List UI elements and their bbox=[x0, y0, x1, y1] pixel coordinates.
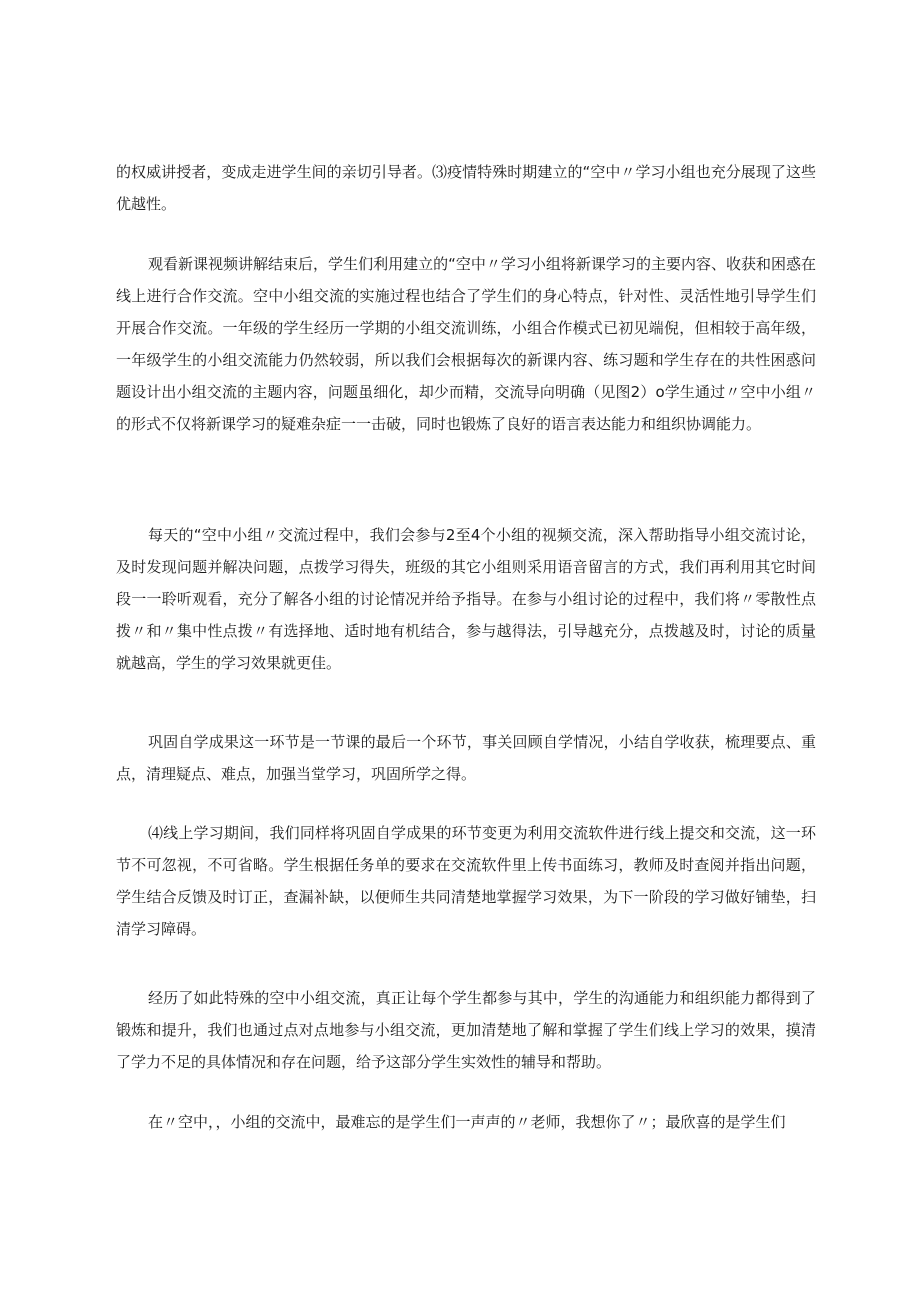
paragraph-4: 巩固自学成果这一环节是一节课的最后一个环节，事关回顾自学情况，小结自学收获，梳理要点、重点，清理疑点、难点，加强当堂学习，巩固所学之得。 bbox=[116, 733, 816, 783]
paragraph-5: ⑷线上学习期间，我们同样将巩固自学成果的环节变更为利用交流软件进行线上提交和交流，这一环节不可忽视，不可省略。学生根据任务单的要求在交流软件里上传书面练习，教师及时查阅并指出问题，学生结合反馈及时订正，查漏补缺，以便师生共同清楚地掌握学习效果，为下一阶段的学习做好铺垫，扫清学习障碍。 bbox=[116, 824, 816, 938]
paragraph-3: 每天的“空中小组〃交流过程中，我们会参与2至4个小组的视频交流，深入帮助指导小组交流讨论，及时发现问题并解决问题，点拨学习得失，班级的其它小组则采用语音留言的方式，我们再利用其它时间段一一聆听观看，充分了解各小组的讨论情况并给予指导。在参与小组讨论的过程中，我们将〃零散性点拨〃和〃集中性点拨〃有选择地、适时地有机结合，参与越得法，引导越充分，点拨越及时，讨论的质量就越高，学生的学习效果就更佳。 bbox=[116, 526, 816, 672]
paragraph-7: 在〃空中，，小组的交流中，最难忘的是学生们一声声的〃老师，我想你了〃；最欣喜的是学生们 bbox=[148, 1113, 786, 1131]
paragraph-1: 的权威讲授者，变成走进学生间的亲切引导者。⑶疫情特殊时期建立的“空中〃学习小组也充分展现了这些优越性。 bbox=[116, 163, 816, 213]
paragraph-6: 经历了如此特殊的空中小组交流，真正让每个学生都参与其中，学生的沟通能力和组织能力都得到了锻炼和提升，我们也通过点对点地参与小组交流，更加清楚地了解和掌握了学生们线上学习的效果，摸清了学力不足的具体情况和存在问题，给予这部分学生实效性的辅导和帮助。 bbox=[116, 989, 816, 1071]
paragraph-2: 观看新课视频讲解结束后，学生们利用建立的“空中〃学习小组将新课学习的主要内容、收获和困惑在线上进行合作交流。空中小组交流的实施过程也结合了学生们的身心特点，针对性、灵活性地引导学生们开展合作交流。一年级的学生经历一学期的小组交流训练，小组合作模式已初见端倪，但相较于高年级，一年级学生的小组交流能力仍然较弱，所以我们会根据每次的新课内容、练习题和学生存在的共性困惑问题设计出小组交流的主题内容，问题虽细化，却少而精，交流导向明确（见图2）o学生通过〃空中小组〃的形式不仅将新课学习的疑难杂症一一击破，同时也锻炼了良好的语言表达能力和组织协调能力。 bbox=[116, 255, 816, 433]
